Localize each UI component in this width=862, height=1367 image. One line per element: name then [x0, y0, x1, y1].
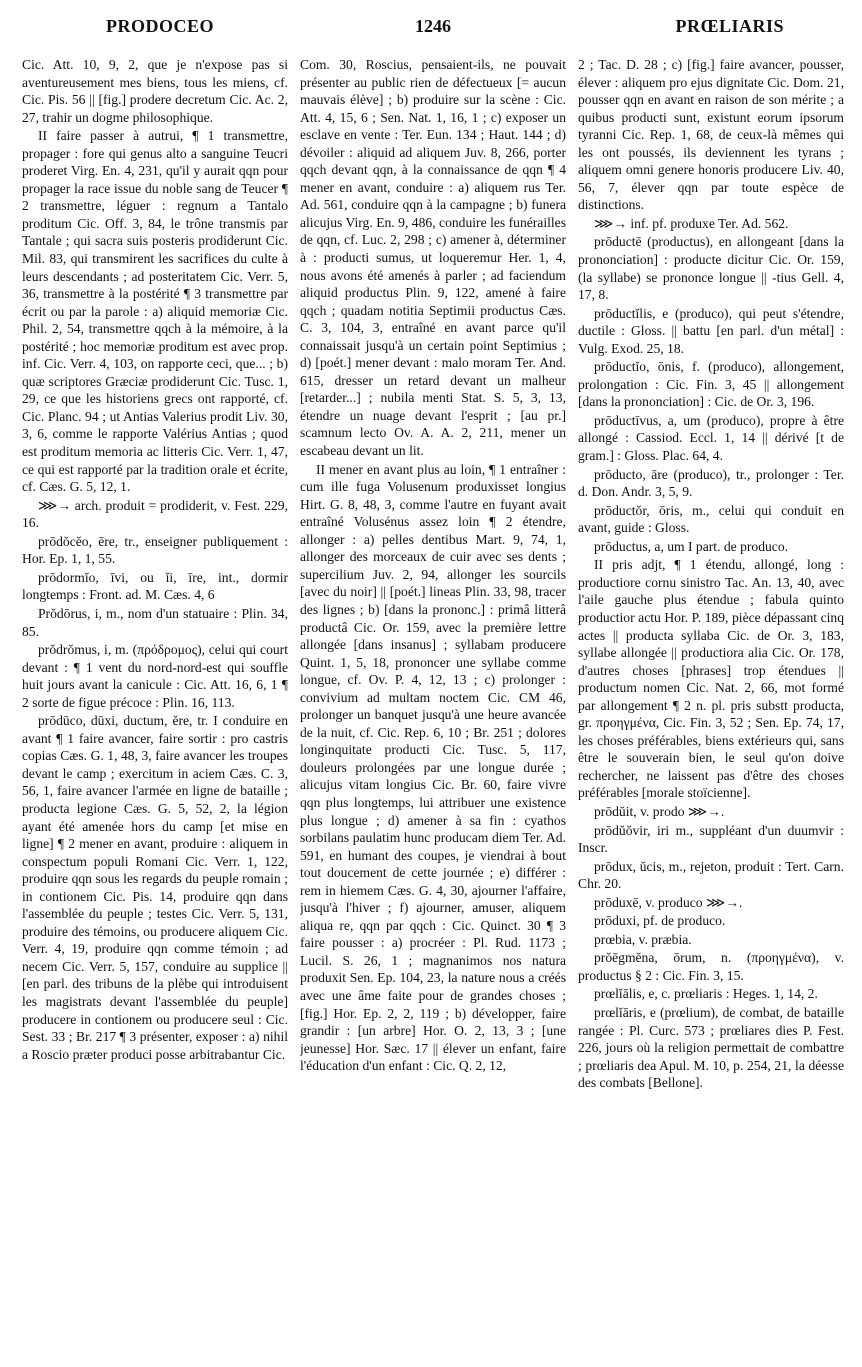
text-columns [22, 56, 844, 1361]
entry-produxe: prōduxē, v. produco ⋙→. [594, 894, 743, 910]
entry-productivus: prōductīvus, a, um (produco), propre à être allongé : Cassiod. Eccl. 1, 14 || dérivé [t de gram.] : Gloss. Plac. 64, 4. [578, 412, 844, 464]
entry-prodorus: Prŏdōrus, i, m., nom d'un statuaire : Plin. 34, 85. [22, 605, 288, 639]
sense-paragraph: II faire passer à autrui, ¶ 1 transmettre, propager : fore qui genus alto a sanguine Teucri proderet Virg. En. 4, 231, qu'il y aurait qqn pour propager la race issue du noble sang de Teucer ¶ 2 transmettre, léguer : regnum a Tantalo proditum Cic. Off. 3, 84, le trône transmis par Tantale ; qui sacra suis posteris prodiderunt Cic. Mil. 83, qui transmirent les sacrifices du culte à leurs descendants ; ad posteritatem Cic. Verr. 5, 36, transmettre à la postérité ¶ 3 transmettre par écrit ou par la parole : a) aliquid memoriæ Cic. Phil. 2, 54, transmettre qqch à la mémoire, à la postérité ; hoc memoriæ proditum est avec prop. inf. Cic. Verr. 4, 103, on rapporte ceci, que... ; b) quæ scriptores Græciæ prodiderunt Cic. Tusc. 1, 29, ce que les historiens grecs ont rapporté, cf. Cic. Planc. 94 ; ut Antias Valerius prodit Liv. 30, 3, 6, comme le rapporte Valérius Antias ; quod est proditum memoria ac litteris Cic. Verr. 1, 47, ce qui est rapporté par la tradition orale et écrite, cf. Cæs. G. 5, 12, 1. [22, 128, 288, 495]
entry-proeliaris: prœlĭāris, e (prœlium), de combat, de bataille rangée : Pl. Curc. 573 ; prœliares dies P. Fest. 226, jours où la religion permettait de combattre ; prœliaris dea Apul. M. 10, p. 254, 21, la déesse des combats [Bellone]. [578, 1004, 844, 1091]
sense-paragraph: II pris adjt, ¶ 1 étendu, allongé, long : productiore cornu sinistro Tac. An. 13, 40, avec l'aile gauche plus étendue ; fabula quinto productior actu Hor. P. 189, pièce dépassant cinq actes || producta syllaba Cic. de Or. 3, 183, syllabe allongée || productiora alia Cic. Or. 178, d'autres choses [phrases] trop étendues || productum nomen Cic. Nat. 2, 66, mot formé par allongement ¶ 2 n. pl. pris substt producta, gr. προηγμένα, Cic. Fin. 3, 52 ; Sen. Ep. 74, 17, les choses préférables, biens extérieurs qui, sans être le souverain bien, le seul qu'on doive rechercher, ne laissent pas d'être des choses préférables [morale stoïcienne]. [578, 557, 844, 801]
entry-productilis: prōductĭlis, e (produco), qui peut s'étendre, ductile : Gloss. || battu [en parl. d'un métal] : Vulg. Exod. 25, 18. [578, 305, 844, 356]
entry-proelialis: prœlĭālis, e, c. prœliaris : Heges. 1, 14, 2. [594, 986, 818, 1002]
entry-producto: prōducto, āre (produco), tr., prolonger : Ter. d. Don. Andr. 3, 5, 9. [578, 466, 844, 500]
entry-continuation: Com. 30, Roscius, pensaient-ils, ne pouvait présenter au public rien de défectueux [= aucun mauvais élève] ; b) produire sur la scène : Cic. Att. 4, 15, 6 ; Sen. Nat. 1, 16, 1 ; c) exposer un esclave en vente : Ter. Eun. 134 ; Haut. 144 ; d) dévoiler : aliquid ad aliquem Juv. 8, 266, porter qqch devant qqn, à la connaissance de qqn ¶ 4 mener en avant, conduire : a) aliquem rus Ter. Ad. 561, conduire qqn à la campagne ; b) funera alicujus Virg. En. 9, 486, conduire les funérailles de qqn, cf. Luc. 2, 298 ; c) amener à, déterminer à : producti sumus, ut loqueremur Her. 1, 4, nous avons été amenés à parler ; ad faciendum aliquid productus Plin. 9, 122, amené à faire qqch ; quadam notitia Septimii productus Cæs. C. 3, 104, 3, entraîné en avant parce qu'il connaissait jusqu'à un certain point Septimius ; d) [poét.] mener devant : malo moram Ter. And. 615, dresser un retard devant un malheur [retarder...] ; nubila menti Stat. S. 5, 3, 13, étendre un nuage devant l'esprit ; [au pr.] scamnum lecto Ov. A. A. 2, 211, mener un escabeau devant un lit. [300, 57, 566, 459]
entry-producte: prōductē (productus), en allongeant [dans la prononciation] : producte dicitur Cic. Or. 159, (la syllabe) se prononce longue || -tius Gell. 4, 17, 8. [578, 234, 844, 303]
note-paragraph: ⋙→ arch. produit = prodiderit, v. Fest. 229, 16. [22, 497, 288, 531]
note-paragraph: ⋙→ inf. pf. produxe Ter. Ad. 562. [594, 215, 789, 231]
running-header [22, 10, 844, 42]
entry-produovir: prōdŭŏvir, iri m., suppléant d'un duumvir : Inscr. [578, 822, 844, 856]
sense-paragraph: II mener en avant plus au loin, ¶ 1 entraîner : cum ille fuga Volusenum produxisset longius Hirt. G. 8, 48, 3, comme l'autre en fuyant avait entraîné Volusénus assez loin ¶ 2 étendre, allonger : a) pelles dentibus Mart. 9, 74, 1, allonger des morceaux de cuir avec ses dents ; supercilium Juv. 2, 94, allonger les sourcils [avec du noir] || [poét.] lineas Plin. 33, 98, tracer des lignes ; b) [dans la prononc.] : primâ litterâ productâ Cic. Or. 159, avec la première lettre allongée [dans insanus] ; syllabam producere Quint. 1, 5, 18, prononcer une syllabe comme longue, cf. Ov. P. 4, 12, 13 ; c) prolonger : convivium ad multam noctem Cic. CM 46, prolonger un banquet jusqu'à une heure avancée de la nuit, cf. Cic. Rep. 6, 10 ; Br. 251 ; dolores longinquitate producti Cic. Tusc. 5, 117, douleurs prolongées par une longue durée ; alicujus vitam longius Cic. Br. 60, faire vivre qqn plus longtemps, lui attribuer une existence plus longue ; d) amener à sa fin : cyathos sorbilans paulatim hunc producam diem Ter. Ad. 591, en humant des coupes, je viendrai à bout tout doucement de cette journée ; e) différer : rem in hiemem Cæs. G. 4, 30, ajourner l'affaire, jusqu'à l'hiver ; f) ajourner, amuser, aliquem aliqua re, qqn par qqch : Cic. Quinct. 30 ¶ 3 faire pousser : a) procréer : Pl. Rud. 1173 ; Lucil. S. 26, 1 ; magnanimos nos natura produxit Sen. Ep. 104, 23, la nature nous a créés avec une âme faite pour de grandes choses ; [fig.] Hor. Ep. 2, 2, 119 ; b) développer, faire grandir : [un arbre] Hor. O. 2, 13, 3 ; [une jeunesse] Hor. Sæc. 17 || élever un enfant, faire l'éducation d'un enfant : Cic. Q. 2, 12, [300, 461, 566, 1074]
entry-prodromus: prŏdrŏmus, i, m. (πρόδρομος), celui qui court devant : ¶ 1 vent du nord-nord-est qui souffle huit jours avant la canicule : Cic. Att. 16, 6, 1 ¶ 2 sorte de figue précoce : Plin. 16, 113. [22, 642, 288, 710]
header-left-guideword: PRODOCEO [106, 16, 215, 36]
entry-continuation: 2 ; Tac. D. 28 ; c) [fig.] faire avancer, pousser, élever : aliquem pro ejus dignitate Cic. Dom. 21, pousser qqn en avant en raison de son mérite ; a quibus producti sunt, existunt eorum ipsorum tyranni Cic. Rep. 1, 68, de ceux-là mêmes qui les ont poussés, ils deviennent les tyrans ; aliquem omni genere honoris producere Liv. 40, 56, 7, élever qqn par toute espèce de distinctions. [578, 57, 844, 213]
entry-productio: prōductĭo, ōnis, f. (produco), allongement, prolongation : Cic. Fin. 3, 45 || allongement [dans la prononciation] : Cic. de Or. 3, 196. [578, 359, 844, 410]
entry-produx: prōdux, ŭcis, m., rejeton, produit : Tert. Carn. Chr. 20. [578, 858, 844, 892]
entry-prodormio: prōdormĭo, īvi, ou ĭi, īre, int., dormir longtemps : Front. ad. M. Cæs. 4, 6 [22, 569, 288, 603]
page-number: 1246 [415, 16, 451, 36]
entry-prodoceo: prōdŏcĕo, ēre, tr., enseigner publiquement : Hor. Ep. 1, 1, 55. [22, 533, 288, 567]
column-1 [22, 56, 288, 1361]
entry-proegmena: prŏēgmĕna, ōrum, n. (προηγμένα), v. productus § 2 : Cic. Fin. 3, 15. [578, 950, 844, 983]
header-right-guideword: PRŒLIARIS [675, 16, 784, 36]
entry-productus: prōductus, a, um I part. de produco. [594, 538, 789, 554]
entry-produit: prōdŭit, v. prodo ⋙→. [594, 803, 725, 819]
entry-productor: prōductŏr, ōris, m., celui qui conduit en avant, guide : Gloss. [578, 502, 844, 536]
entry-proebia: prœbia, v. præbia. [594, 931, 692, 947]
column-2 [300, 56, 566, 1361]
entry-produco: prōdūco, dūxi, ductum, ĕre, tr. I conduire en avant ¶ 1 faire avancer, faire sortir : pro castris copias Cæs. G. 1, 48, 3, faire avancer les troupes devant le camp ; exercitum in aciem Cæs. C. 3, 56, 1, faire avancer l'armée en ligne de bataille ; producta legione Cæs. G. 5, 52, 2, la légion ayant été amenée hors du camp [et mise en ligne] ¶ 2 mener en avant, produire : aliquem in conspectum populi Romani Cic. Verr. 1, 122, produire qqn sous les regards du peuple romain ; in contionem Cic. Pis. 14, produire qqn dans l'assemblée du peuple ; testes Cic. Verr. 5, 131, produire des témoins, ou producere aliquem Cic. Verr. 4, 19, produire qqn comme témoin ; ad necem Cic. Verr. 5, 157, conduire au supplice || [en parl. des tribuns de la plèbe qui introduisent les magistrats devant l'assemblée du peuple] producere in contionem ou producere seul : Cic. Sest. 33 ; Br. 217 ¶ 3 présenter, exposer : a) nihil a Roscio præter produci posse arbitrabantur Cic. [22, 713, 288, 1062]
column-3 [578, 56, 844, 1361]
entry-produxi: prōduxi, pf. de produco. [594, 913, 726, 929]
entry-continuation: Cic. Att. 10, 9, 2, que je n'expose pas si aventureusement mes biens, tous les miens, cf. Cic. Pis. 56 || [fig.] prodere decretum Cic. Ac. 2, 27, trahir un dogme philosophique. [22, 57, 288, 125]
